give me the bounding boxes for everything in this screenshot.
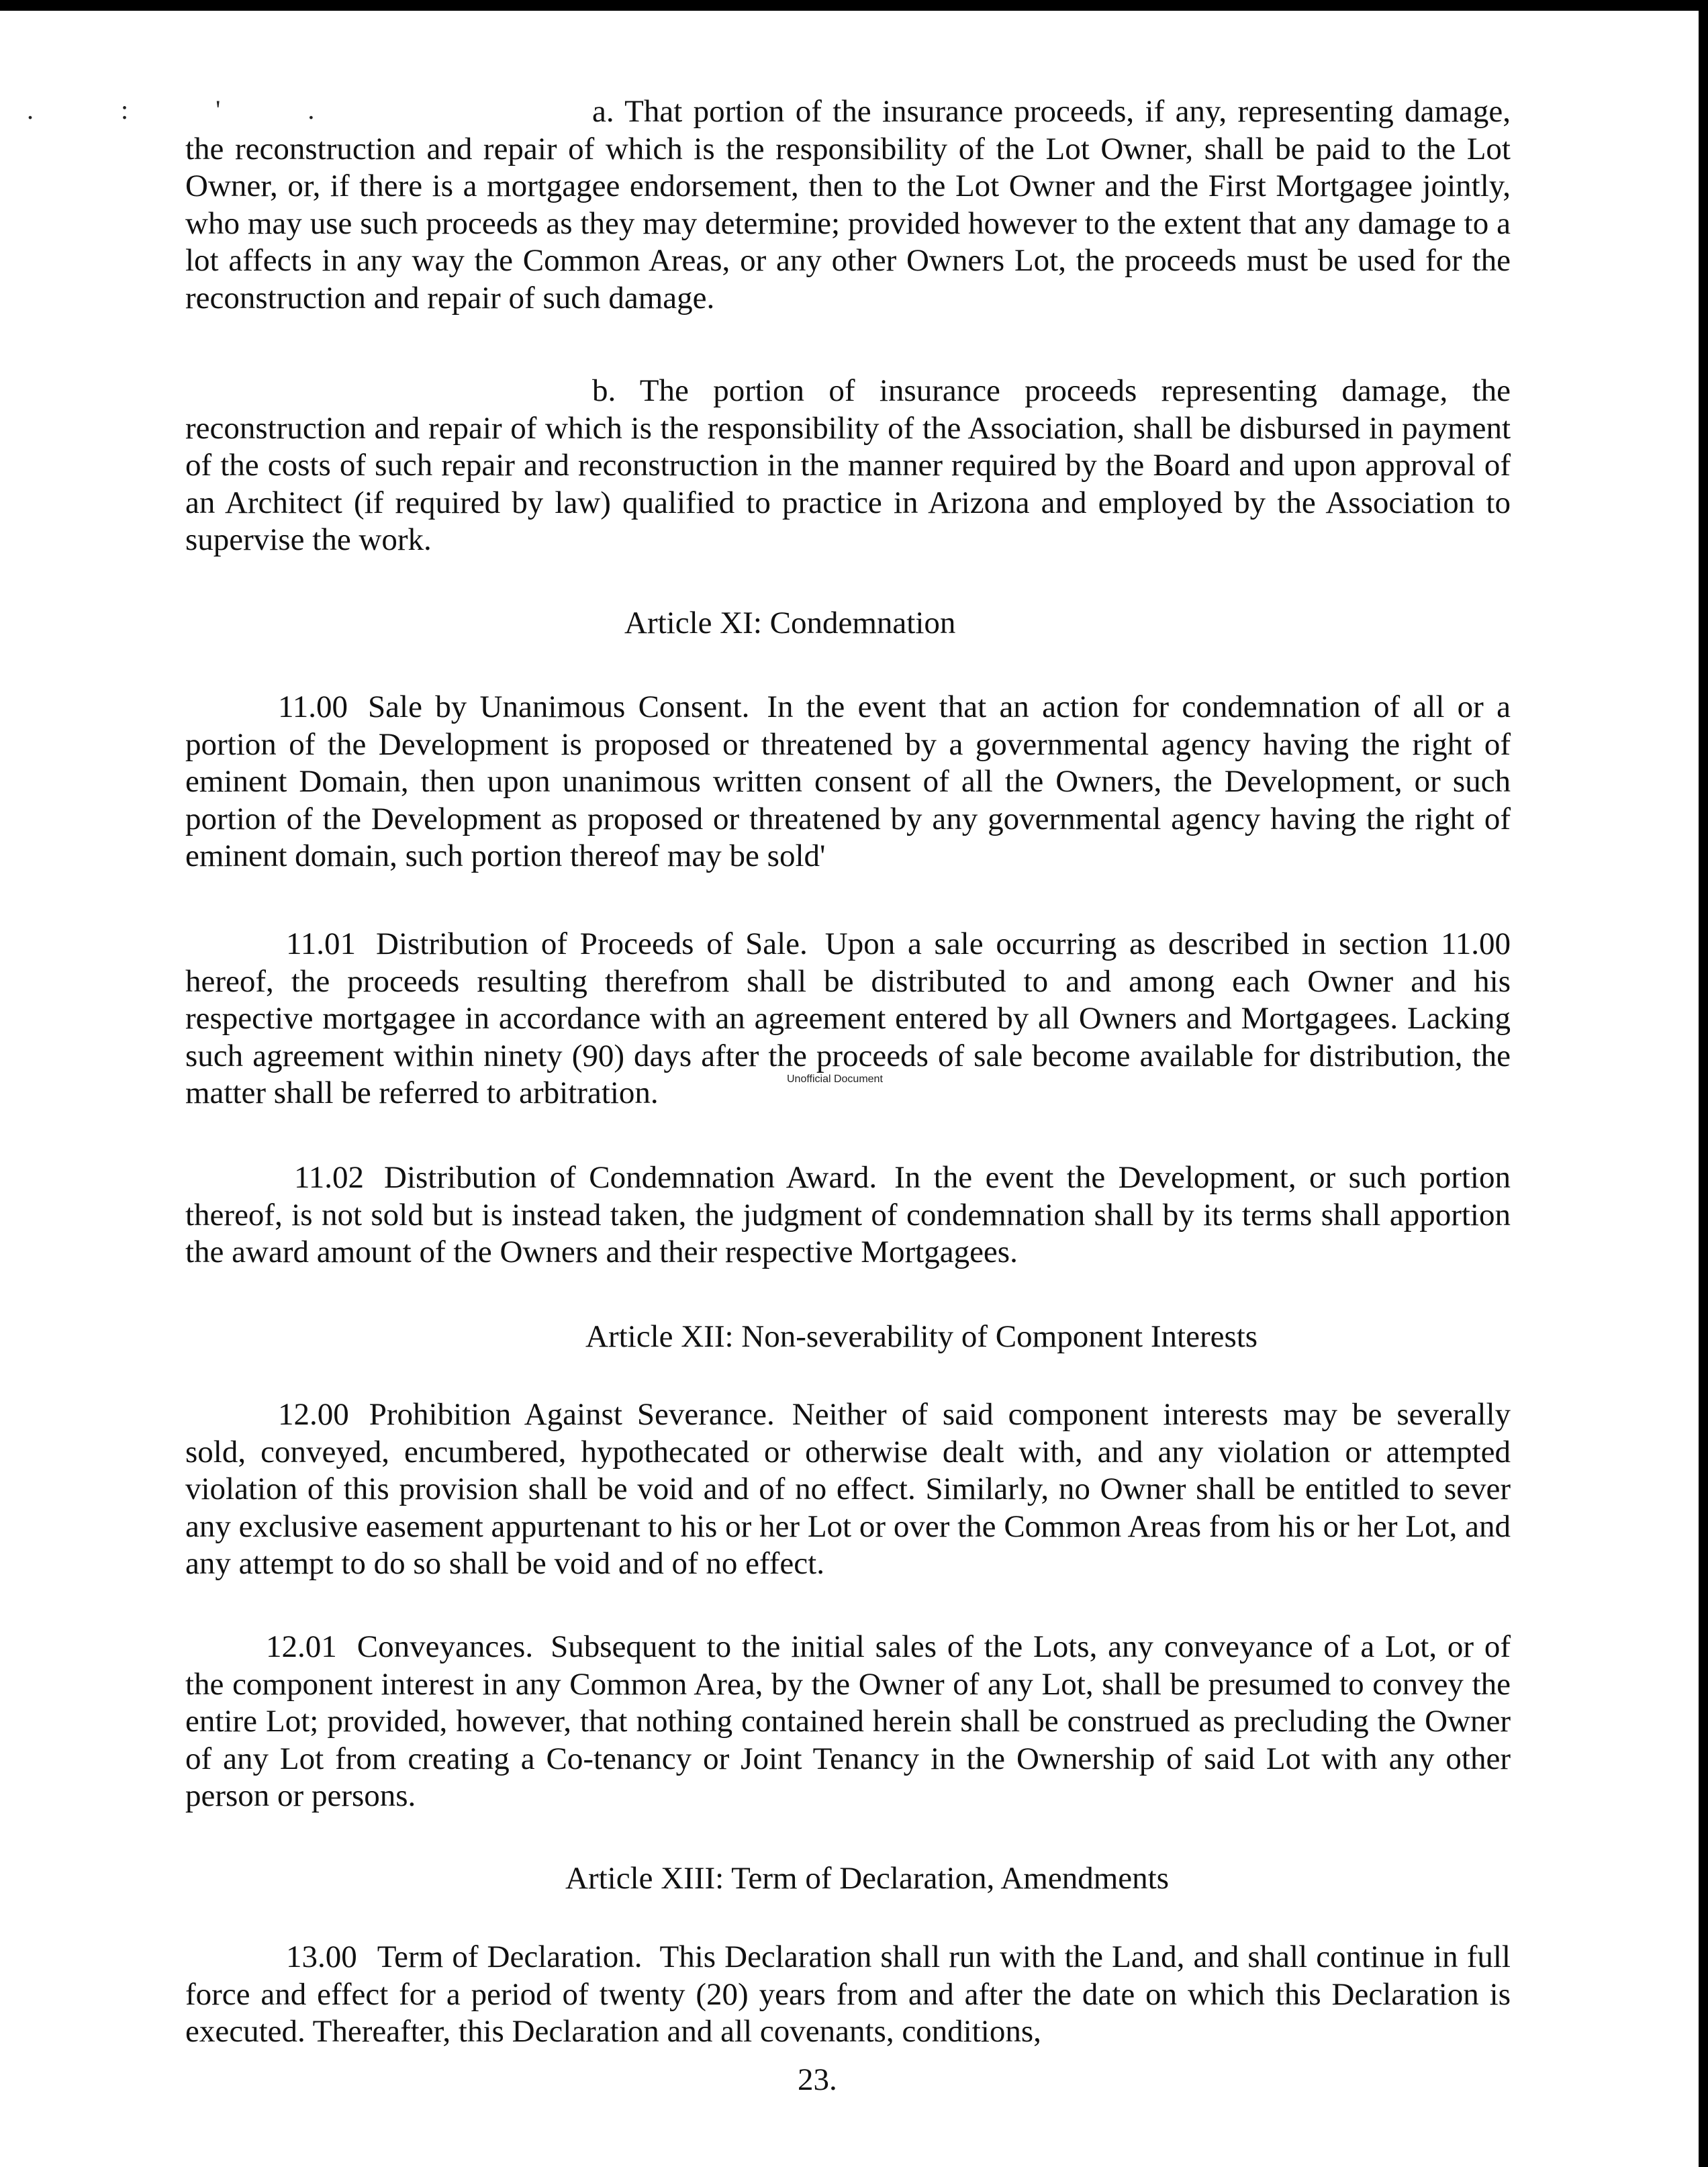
paragraph-a-label: a. [592,94,614,129]
paragraph-b [185,373,1511,559]
section-11-01-number: 11.01 [286,926,357,961]
section-13-00-title: Term of Declaration. [377,1939,643,1974]
scan-top-border [0,0,1708,11]
section-12-00-title: Prohibition Against Severance. [369,1397,775,1432]
section-11-02-title: Distribution of Condemnation Award. [384,1160,877,1195]
unofficial-document-watermark: Unofficial Document [787,1073,883,1085]
section-11-00-title: Sale by Unanimous Consent. [368,689,750,724]
article-13-heading: Article XIII: Term of Declaration, Amendments [565,1861,1169,1896]
section-12-01-title: Conveyances. [357,1629,534,1664]
article-12-heading: Article XII: Non-severability of Component Interests [585,1319,1258,1354]
section-11-00-text: In the event that an action for condemnation of all or a portion of the Development is proposed or threatened by a governmental agency having the right of eminent Domain, then upon unanimous written consent of all the Owners, the Development, or such portion of the Development as proposed or threatened by any governmental agency having the right of eminent domain, such portion thereof may be sold' [185,689,1511,873]
page-number: 23. [798,2062,837,2097]
scan-specks: . : ' . [27,95,355,125]
section-12-00-text: Neither of said component interests may be severally sold, conveyed, encumbered, hypothecated or otherwise dealt with, and any violation or attempted violation of this provision shall be void and of no effect. Similarly, no Owner shall be entitled to sever any exclusive easement appurtenant to his or her Lot or over the Common Areas from his or her Lot, and any attempt to do so shall be void and of no effect. [185,1397,1511,1581]
paragraph-a-text: That portion of the insurance proceeds, if any, representing damage, the reconstruction and repair of which is the responsibility of the Lot Owner, shall be paid to the Lot Owner, or, if there is a mortgagee endorsement, then to the Lot Owner and the First Mortgagee jointly, who may use such proceeds as they may determine; provided however to the extent that any damage to a lot affects in any way the Common Areas, or any other Owners Lot, the proceeds must be used for the reconstruction and repair of such damage. [185,94,1511,316]
section-11-01-title: Distribution of Proceeds of Sale. [376,926,808,961]
section-11-00 [185,689,1511,875]
section-13-00-text: This Declaration shall run with the Land, and shall continue in full force and effect for a period of twenty (20) years from and after the date on which this Declaration is executed. Thereafter, this Declaration and all covenants, conditions, [185,1939,1511,2049]
section-13-00-number: 13.00 [286,1939,357,1974]
section-11-02 [185,1159,1511,1271]
section-12-01-number: 12.01 [266,1629,337,1664]
section-12-00 [185,1396,1511,1583]
section-13-00 [185,1939,1511,2051]
section-11-02-number: 11.02 [294,1160,365,1195]
section-12-01-text: Subsequent to the initial sales of the Lots, any conveyance of a Lot, or of the component interest in any Common Area, by the Owner of any Lot, shall be presumed to convey the entire Lot; provided, however, that nothing contained herein shall be construed as precluding the Owner of any Lot from creating a Co-tenancy or Joint Tenancy in the Ownership of said Lot with any other person or persons. [185,1629,1511,1813]
article-11-heading: Article XI: Condemnation [624,606,956,640]
paragraph-a [185,93,1511,317]
paragraph-b-label: b. [592,373,616,408]
section-12-00-number: 12.00 [278,1397,349,1432]
section-11-00-number: 11.00 [278,689,348,724]
section-11-01-text: Upon a sale occurring as described in section 11.00 hereof, the proceeds resulting therefrom shall be distributed to and among each Owner and his respective mortgagee in accordance with an agreement entered by all Owners and Mortgagees. Lacking such agreement within ninety (90) days after the proceeds of sale become available for distribution, the matter shall be referred to arbitration. [185,926,1511,1110]
scan-right-border [1699,0,1708,2167]
section-12-01 [185,1629,1511,1815]
paragraph-b-text: The portion of insurance proceeds representing damage, the reconstruction and repair of which is the responsibility of the Association, shall be disbursed in payment of the costs of such repair and reconstruction in the manner required by the Board and upon approval of an Architect (if required by law) qualified to practice in Arizona and employed by the Association to supervise the work. [185,373,1511,557]
section-11-02-text: In the event the Development, or such portion thereof, is not sold but is instead taken, the judgment of condemnation shall by its terms shall apportion the award amount of the Owners and their respective Mortgagees. [185,1160,1511,1269]
